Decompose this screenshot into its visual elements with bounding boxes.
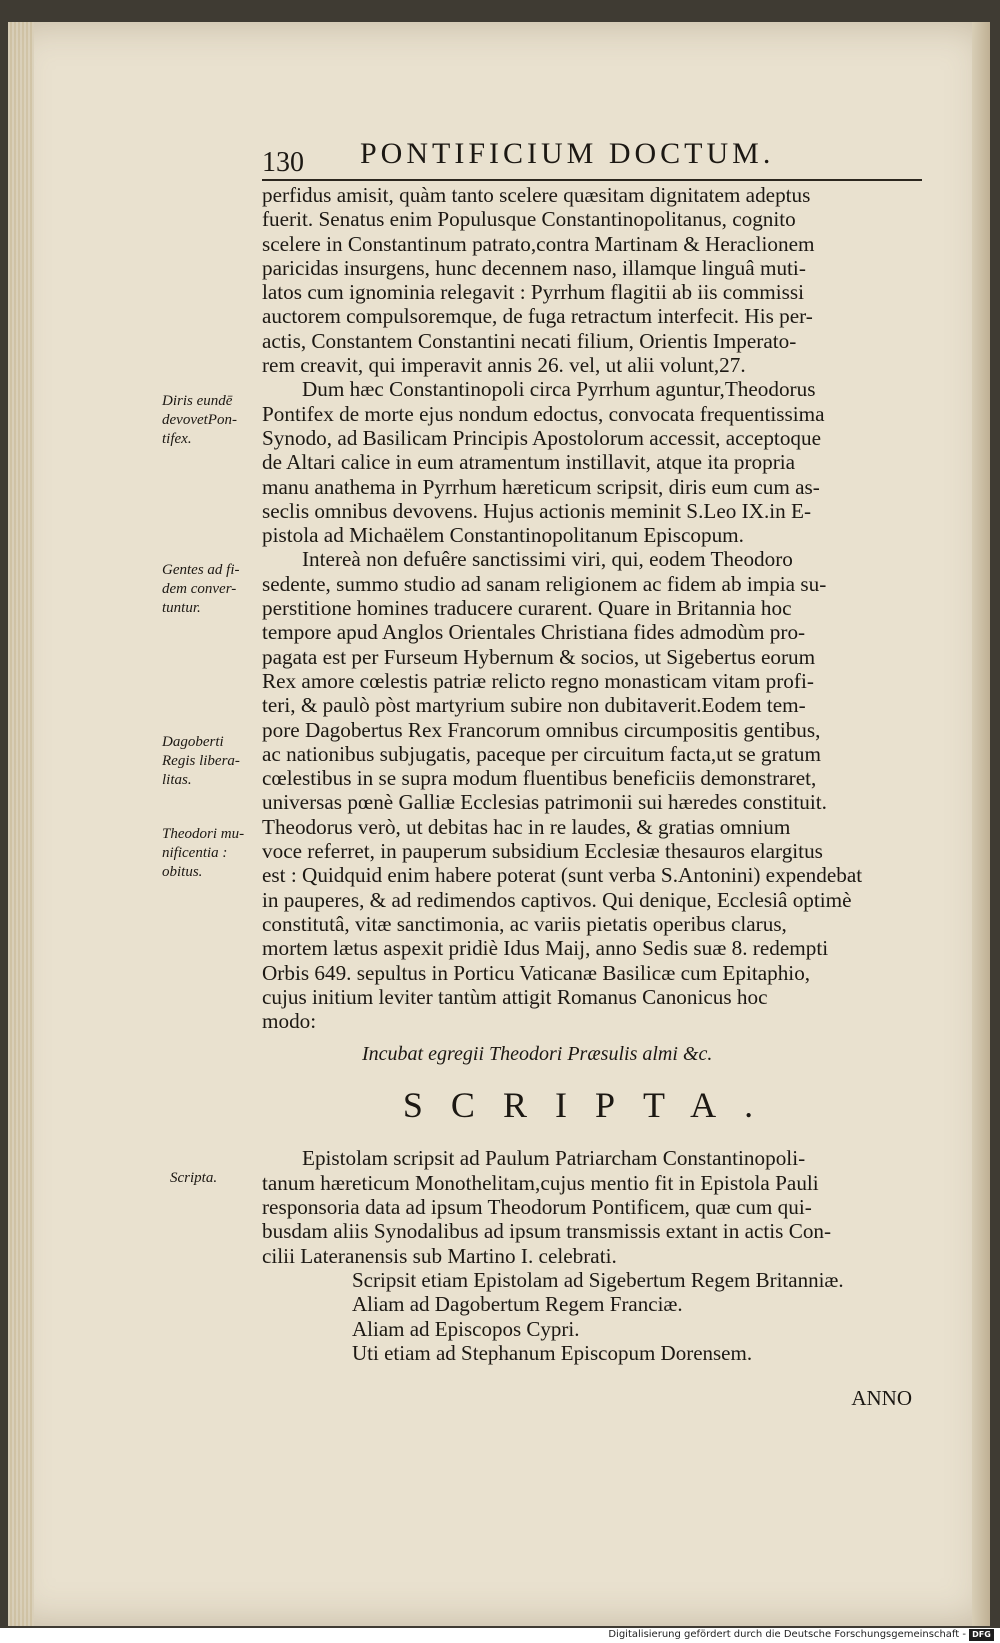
text-line: rem creavit, qui imperavit annis 26. vel, ut alii volunt,27.	[262, 353, 746, 378]
text-line: responsoria data ad ipsum Theodorum Pontificem, quæ cum qui-	[262, 1194, 812, 1219]
text-line: seclis omnibus devovens. Hujus actionis meminit S.Leo IX.in E-	[262, 498, 812, 523]
funding-credit: Digitalisierung gefördert durch die Deutsche Forschungsgemeinschaft -	[608, 1629, 966, 1640]
list-item: Scripsit etiam Epistolam ad Sigebertum Regem Britanniæ.	[352, 1267, 844, 1292]
text-line: pore Dagobertus Rex Francorum omnibus circumpositis gentibus,	[262, 717, 821, 742]
epitaph-verse: Incubat egregii Theodori Præsulis almi &c.	[362, 1043, 713, 1066]
text-line: universas pœnè Galliæ Ecclesias patrimonii sui hæredes constituit.	[262, 790, 827, 815]
margin-note-line: litas.	[162, 772, 192, 788]
text-line: ac nationibus subjugatis, paceque per circuitum facta,ut se gratum	[262, 741, 821, 766]
margin-note-line: Gentes ad fi-	[162, 562, 240, 578]
text-line: sedente, summo studio ad sanam religionem ac fidem ab impia su-	[262, 571, 827, 596]
running-head: PONTIFICIUM DOCTUM.	[360, 137, 775, 170]
text-line: Dum hæc Constantinopoli circa Pyrrhum aguntur,Theodorus	[302, 377, 816, 402]
margin-note-line: Dagoberti	[162, 734, 224, 750]
text-line: in pauperes, & ad redimendos captivos. Qui denique, Ecclesiâ optimè	[262, 887, 852, 912]
margin-note-line: tifex.	[162, 431, 192, 447]
margin-note-dagoberti	[162, 733, 258, 790]
text-line: pagata est per Furseum Hybernum & socios, ut Sigebertus eorum	[262, 644, 816, 669]
scripta-paragraph	[262, 1146, 922, 1267]
text-line: scelere in Constantinum patrato,contra Martinam & Heraclionem	[262, 231, 815, 256]
paragraph-3	[262, 547, 922, 1033]
list-item: Aliam ad Episcopos Cypri.	[352, 1316, 580, 1341]
text-line: tanum hæreticum Monothelitam,cujus mentio fit in Epistola Pauli	[262, 1170, 819, 1195]
text-line: cujus initium leviter tantùm attigit Romanus Canonicus hoc	[262, 984, 768, 1009]
text-line: paricidas insurgens, hunc decennem naso, illamque linguâ muti-	[262, 255, 806, 280]
text-line: tempore apud Anglos Orientales Christiana fides admodùm pro-	[262, 620, 806, 645]
margin-note-line: nificentia :	[162, 845, 228, 861]
text-line: latos cum ignominia relegavit : Pyrrhum flagitii ab iis commissi	[262, 280, 804, 305]
paragraph-2	[262, 377, 922, 547]
dfg-logo: DFG	[969, 1629, 994, 1641]
text-line: est : Quidquid enim habere poterat (sunt verba S.Antonini) expendebat	[262, 863, 863, 888]
text-line: voce referret, in pauperum subsidium Ecclesiæ thesauros elargitus	[262, 839, 823, 864]
text-line: Rex amore cœlestis patriæ relicto regno monasticam vitam profi-	[262, 668, 814, 693]
text-line: perstitione homines traducere curarent. Quare in Britannia hoc	[262, 596, 792, 621]
list-item: Uti etiam ad Stephanum Episcopum Dorensem.	[352, 1341, 753, 1366]
text-line: Epistolam scripsit ad Paulum Patriarcham Constantinopoli-	[302, 1146, 806, 1171]
text-line: Theodorus verò, ut debitas hac in re laudes, & gratias omnium	[262, 814, 791, 839]
margin-note-line: Theodori mu-	[162, 826, 245, 842]
text-line: perfidus amisit, quàm tanto scelere quæsitam dignitatem adeptus	[262, 183, 811, 207]
margin-note-line: obitus.	[162, 864, 203, 880]
margin-note-theodori	[162, 825, 258, 882]
text-line: cœlestibus in se supra modum fluentibus beneficiis demonstraret,	[262, 766, 817, 791]
paragraph-1	[262, 183, 922, 377]
list-item: Aliam ad Dagobertum Regem Franciæ.	[352, 1292, 683, 1317]
text-line: Synodo, ad Basilicam Principis Apostolorum accessit, acceptoque	[262, 425, 822, 450]
text-line: Intereà non defuêre sanctissimi viri, qui, eodem Theodoro	[302, 547, 793, 572]
text-line: busdam aliis Synodalibus ad ipsum transmissis extant in actis Con-	[262, 1219, 832, 1244]
margin-note-line: Scripta.	[170, 1170, 218, 1186]
text-line: Orbis 649. sepultus in Porticu Vaticanæ Basilicæ cum Epitaphio,	[262, 960, 811, 985]
page-header	[262, 133, 922, 181]
page-stack-edge	[8, 22, 34, 1626]
margin-note-line: tuntur.	[162, 600, 201, 616]
right-page-edge	[972, 22, 990, 1626]
text-line: de Altari calice in eum atramentum instillavit, atque ita propria	[262, 450, 796, 475]
margin-note-gentes	[162, 561, 258, 618]
text-line: modo:	[262, 1009, 317, 1034]
text-line: actis, Constantem Constantini necati filium, Orientis Imperato-	[262, 328, 797, 353]
margin-note-scripta	[170, 1169, 266, 1188]
margin-note-line: devovetPon-	[162, 412, 237, 428]
text-line: teri, & paulò pòst martyrium subire non dubitaverit.Eodem tem-	[262, 693, 806, 718]
section-title: SCRIPTA.	[402, 1085, 782, 1126]
margin-note-diris	[162, 392, 258, 449]
margin-note-line: Regis libera-	[162, 753, 240, 769]
main-text-column	[262, 133, 922, 1411]
text-line: mortem lætus aspexit pridiè Idus Maij, anno Sedis suæ 8. redempti	[262, 936, 829, 961]
text-line: cilii Lateranensis sub Martino I. celebrati.	[262, 1243, 617, 1268]
text-line: auctorem compulsoremque, de fuga retractum interfecit. His per-	[262, 304, 813, 329]
text-line: fuerit. Senatus enim Populusque Constantinopolitanus, cognito	[262, 207, 796, 232]
text-line: constitutâ, vitæ sanctimonia, ac variis pietatis operibus clarus,	[262, 911, 787, 936]
catchword: ANNO	[851, 1385, 912, 1410]
text-line: Pontifex de morte ejus nondum edoctus, convocata frequentissima	[262, 401, 825, 426]
text-line: pistola ad Michaëlem Constantinopolitanum Episcopum.	[262, 523, 744, 548]
scripta-list	[262, 1268, 922, 1366]
page-number: 130	[262, 147, 304, 178]
footer-bar	[0, 1628, 1000, 1643]
margin-note-line: Diris eundē	[162, 393, 233, 409]
text-line: manu anathema in Pyrrhum hæreticum scripsit, diris eum cum as-	[262, 474, 820, 499]
margin-note-line: dem conver-	[162, 581, 237, 597]
